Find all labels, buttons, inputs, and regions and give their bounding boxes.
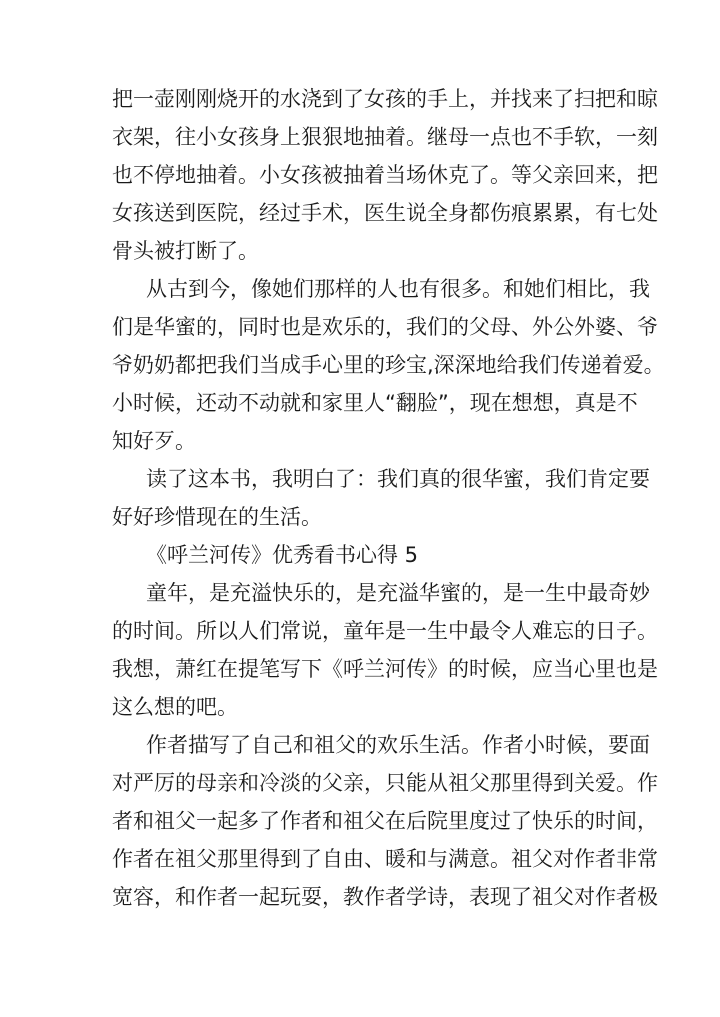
- paragraph: [112, 574, 658, 726]
- text-line: 女孩送到医院，经过手术，医生说全身都伤痕累累，有七处: [112, 201, 658, 225]
- section-heading: [112, 536, 612, 574]
- text-line: 这么想的吧。: [112, 695, 238, 719]
- text-line: 也不停地抽着。小女孩被抽着当场休克了。等父亲回来，把: [112, 163, 658, 187]
- document-page: [112, 80, 665, 916]
- text-line: 作者描写了自己和祖父的欢乐生活。作者小时候，要面: [146, 733, 650, 757]
- text-line: 宽容，和作者一起玩耍，教作者学诗，表现了祖父对作者极: [112, 885, 658, 909]
- text-line: 对严厉的母亲和冷淡的父亲，只能从祖父那里得到关爱。作: [112, 771, 658, 795]
- paragraph: [112, 460, 650, 536]
- text-line: 者和祖父一起多了作者和祖父在后院里度过了快乐的时间，: [112, 809, 658, 833]
- text-line: 把一壶刚刚烧开的水浇到了女孩的手上，并找来了扫把和晾: [112, 87, 658, 111]
- text-line: 好好珍惜现在的生活。: [112, 505, 322, 529]
- text-line: 读了这本书，我明白了：我们真的很华蜜，我们肯定要: [146, 467, 650, 491]
- paragraph-continued: [112, 80, 658, 270]
- text-line: 童年，是充溢快乐的，是充溢华蜜的，是一生中最奇妙: [146, 581, 650, 605]
- text-line: 衣架，往小女孩身上狠狠地抽着。继母一点也不手软，一刻: [112, 125, 658, 149]
- text-line: 的时间。所以人们常说，童年是一生中最令人难忘的日子。: [112, 619, 658, 643]
- paragraph: [112, 270, 665, 460]
- text-line: 爷奶奶都把我们当成手心里的珍宝,深深地给我们传递着爱。: [112, 353, 665, 377]
- heading-text: 《呼兰河传》优秀看书心得 5: [146, 543, 419, 567]
- text-line: 小时候，还动不动就和家里人“翻脸”，现在想想，真是不: [112, 391, 638, 415]
- paragraph: [112, 726, 658, 916]
- text-line: 骨头被打断了。: [112, 239, 259, 263]
- text-line: 我想，萧红在提笔写下《呼兰河传》的时候，应当心里也是: [112, 657, 658, 681]
- text-line: 知好歹。: [112, 429, 196, 453]
- text-line: 作者在祖父那里得到了自由、暖和与满意。祖父对作者非常: [112, 847, 658, 871]
- text-line: 从古到今，像她们那样的人也有很多。和她们相比，我: [146, 277, 650, 301]
- text-line: 们是华蜜的，同时也是欢乐的，我们的父母、外公外婆、爷: [112, 315, 658, 339]
